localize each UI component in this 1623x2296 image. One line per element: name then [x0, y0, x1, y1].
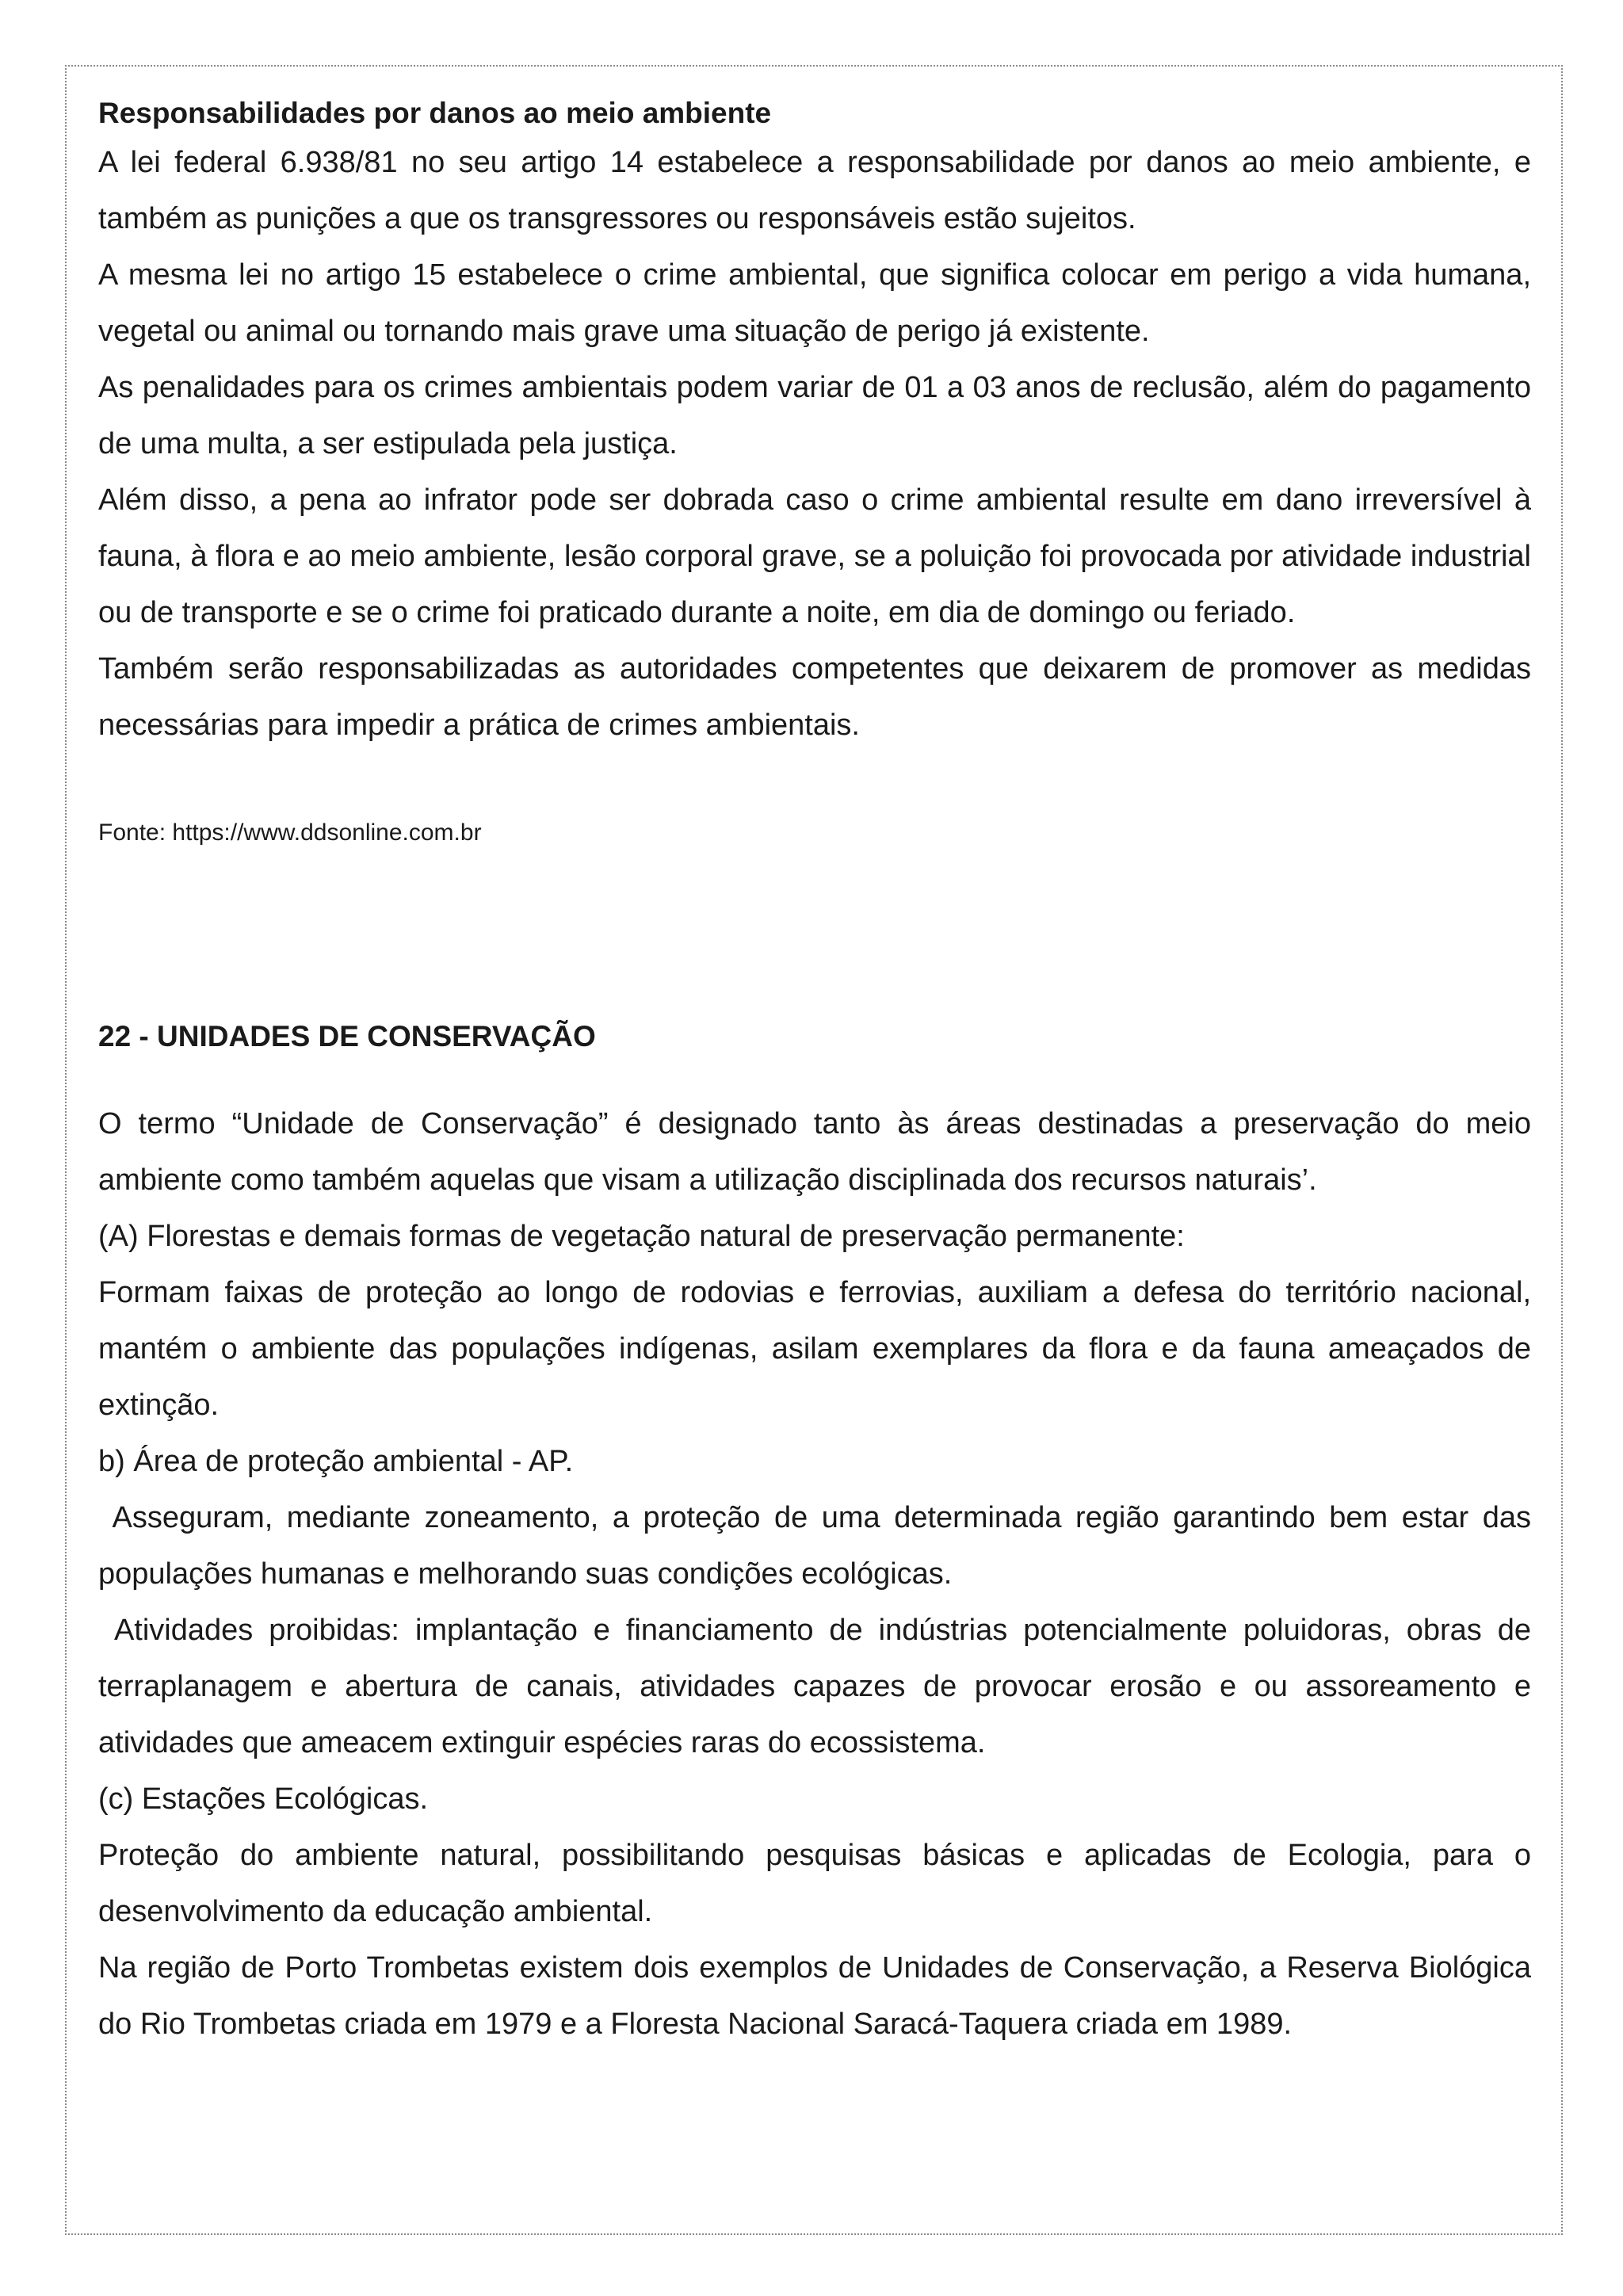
section-title: Responsabilidades por danos ao meio ambiente — [98, 97, 772, 129]
paragraph: Além disso, a pena ao infrator pode ser dobrada caso o crime ambiental resulte em dano irreversível à fauna, à flora e ao meio ambiente, lesão corporal grave, se a poluição foi provocada por atividade industrial ou de transporte e se o crime foi praticado durante a noite, em dia de domingo ou feriado. — [98, 483, 1531, 629]
paragraph: Asseguram, mediante zoneamento, a proteção de uma determinada região garantindo bem estar das populações humanas e melhorando suas condições ecológicas. — [98, 1501, 1540, 1591]
paragraph: Atividades proibidas: implantação e financiamento de indústrias potencialmente poluidoras, obras de terraplanagem e abertura de canais, atividades capazes de provocar erosão e ou assoreamento e atividades que ameacem extinguir espécies raras do ecossistema. — [98, 1614, 1540, 1759]
paragraph: b) Área de proteção ambiental - AP. — [98, 1445, 574, 1478]
paragraph: A mesma lei no artigo 15 estabelece o crime ambiental, que significa colocar em perigo a vida humana, vegetal ou animal ou tornando mais grave uma situação de perigo já existente. — [98, 258, 1531, 348]
paragraph: (c) Estações Ecológicas. — [98, 1782, 429, 1816]
section-responsabilidades — [98, 94, 1531, 849]
document-body — [98, 94, 1540, 2053]
paragraph: A lei federal 6.938/81 no seu artigo 14 estabelece a responsabilidade por danos ao meio ambiente, e também as punições a que os transgressores ou responsáveis estão sujeitos. — [98, 146, 1531, 235]
section-title: 22 - UNIDADES DE CONSERVAÇÃO — [98, 1020, 596, 1052]
source-citation: Fonte: https://www.ddsonline.com.br — [98, 819, 482, 846]
paragraph: (A) Florestas e demais formas de vegetação natural de preservação permanente: — [98, 1220, 1185, 1253]
paragraph: As penalidades para os crimes ambientais podem variar de 01 a 03 anos de reclusão, além do pagamento de uma multa, a ser estipulada pela justiça. — [98, 371, 1531, 460]
paragraph: O termo “Unidade de Conservação” é designado tanto às áreas destinadas a preservação do meio ambiente como também aquelas que visam a utilização disciplinada dos recursos naturais’. — [98, 1107, 1531, 1197]
paragraph: Proteção do ambiente natural, possibilitando pesquisas básicas e aplicadas de Ecologia, para o desenvolvimento da educação ambiental. — [98, 1839, 1531, 1928]
paragraph: Também serão responsabilizadas as autoridades competentes que deixarem de promover as medidas necessárias para impedir a prática de crimes ambientais. — [98, 652, 1531, 742]
section-unidades-conservacao — [98, 1017, 1540, 2053]
paragraph: Na região de Porto Trombetas existem dois exemplos de Unidades de Conservação, a Reserva Biológica do Rio Trombetas criada em 1979 e a Floresta Nacional Saracá-Taquera criada em 1989. — [98, 1951, 1531, 2041]
paragraph: Formam faixas de proteção ao longo de rodovias e ferrovias, auxiliam a defesa do território nacional, mantém o ambiente das populações indígenas, asilam exemplares da flora e da fauna ameaçados de extinção. — [98, 1276, 1531, 1422]
